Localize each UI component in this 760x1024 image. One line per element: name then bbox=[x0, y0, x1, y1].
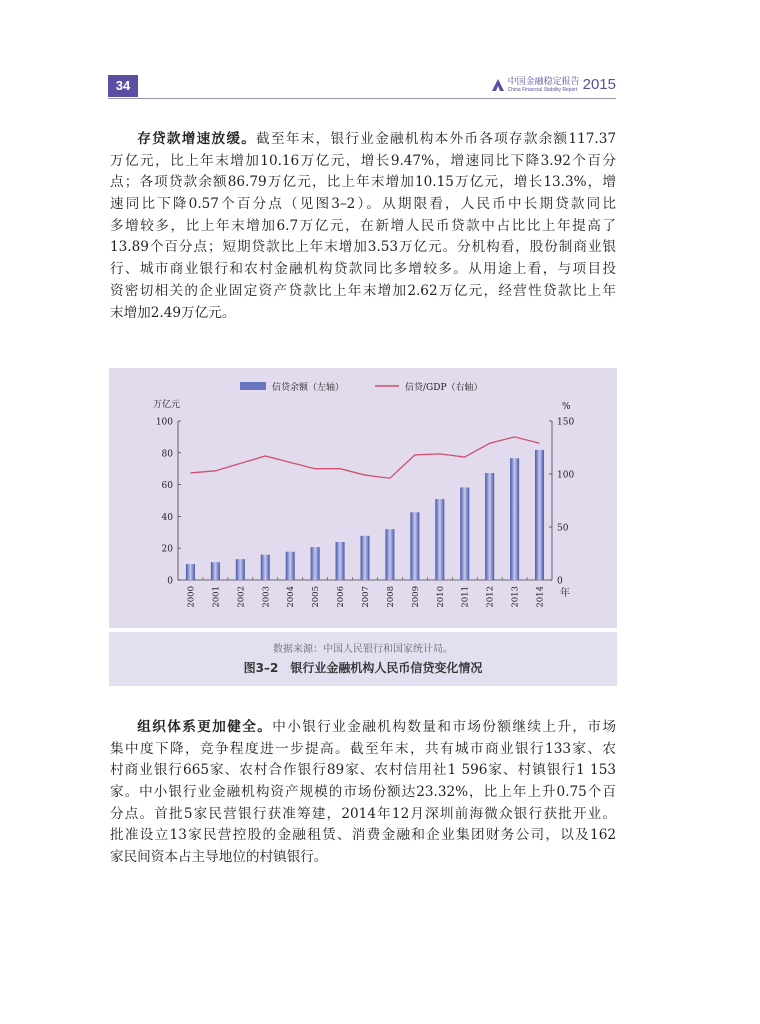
x-tick-label: 2013 bbox=[510, 586, 521, 608]
legend-line-label: 信贷/GDP（右轴） bbox=[405, 383, 483, 393]
text-line: 批准设立13家民营控股的金融租赁、消费金融和企业集团财务公司，以及162 bbox=[110, 827, 616, 844]
x-tick-label: 2007 bbox=[361, 586, 371, 608]
paragraph-organization bbox=[110, 717, 616, 869]
credit-chart bbox=[109, 368, 617, 628]
right-tick-label: 50 bbox=[557, 523, 569, 534]
right-axis-unit: % bbox=[562, 402, 571, 412]
bar-2010 bbox=[435, 499, 444, 580]
bar-2000 bbox=[186, 564, 195, 580]
text-line: 家。中小银行业金融机构资产规模的市场份额达23.32%，比上年上升0.75个百 bbox=[110, 784, 616, 801]
right-tick-label: 150 bbox=[557, 417, 575, 428]
bar-2005 bbox=[311, 547, 320, 580]
left-tick-label: 60 bbox=[161, 481, 173, 492]
text-line: 行、城市商业银行和农村金融机构贷款同比多增较多。从用途上看，与项目投 bbox=[110, 261, 616, 278]
x-tick-label: 2014 bbox=[535, 586, 546, 608]
left-tick-label: 40 bbox=[161, 512, 173, 523]
x-tick-label: 2003 bbox=[261, 586, 272, 608]
x-tick-label: 2002 bbox=[236, 586, 247, 608]
legend-bar-swatch bbox=[240, 382, 266, 390]
x-tick-label: 2006 bbox=[336, 586, 347, 608]
x-axis-unit: 年 bbox=[560, 588, 570, 599]
bar-2011 bbox=[460, 487, 469, 580]
brand-en: China Financial Stability Report bbox=[507, 86, 578, 93]
text-line: 点；各项贷款余额86.79万亿元，比上年末增加10.15万亿元，增长13.3%，增 bbox=[110, 174, 616, 191]
bar-2009 bbox=[410, 512, 419, 580]
figure-caption-panel bbox=[109, 632, 617, 686]
header-rule bbox=[108, 98, 616, 99]
text-line: 资密切相关的企业固定资产贷款比上年末增加2.62万亿元，经营性贷款比上年 bbox=[110, 282, 616, 299]
text-line: 分点。首批5家民营银行获准筹建，2014年12月深圳前海微众银行获批开业。 bbox=[110, 805, 616, 822]
right-tick-label: 0 bbox=[557, 576, 563, 587]
text-line: 集中度下降，竞争程度进一步提高。截至年末，共有城市商业银行133家、农 bbox=[110, 740, 616, 757]
left-tick-label: 80 bbox=[161, 449, 173, 460]
legend-bar-label: 信贷余额（左轴） bbox=[272, 383, 345, 393]
left-axis-unit: 万亿元 bbox=[153, 400, 181, 410]
bar-2006 bbox=[336, 542, 345, 580]
bar-2014 bbox=[535, 450, 544, 580]
x-tick-label: 2004 bbox=[286, 586, 297, 608]
x-tick-label: 2012 bbox=[485, 586, 496, 608]
text-line: 末增加2.49万亿元。 bbox=[110, 304, 236, 321]
text-line: 家民间资本占主导地位的村镇银行。 bbox=[110, 849, 328, 866]
left-tick-label: 100 bbox=[155, 417, 173, 428]
page-number: 34 bbox=[108, 75, 138, 97]
figure-source: 数据来源：中国人民银行和国家统计局。 bbox=[273, 644, 453, 655]
text-line bbox=[110, 129, 616, 151]
brand-cn: 中国金融稳定报告 bbox=[507, 76, 580, 87]
text-line bbox=[110, 717, 616, 739]
legend bbox=[240, 381, 483, 393]
x-tick-label: 2009 bbox=[410, 586, 421, 608]
credit-gdp-line bbox=[190, 437, 539, 478]
chart-panel bbox=[109, 368, 617, 628]
text-line-content: 中小银行业金融机构数量和市场份额继续上升，市场 bbox=[272, 719, 617, 735]
brand-year: 2015 bbox=[582, 76, 616, 93]
text-line: 速同比下降0.57个百分点（见图3–2）。从期限看，人民币中长期贷款同比 bbox=[110, 196, 616, 213]
paragraph-lead: 存贷款增速放缓。 bbox=[137, 131, 257, 147]
figure-caption: 图3–2 银行业金融机构人民币信贷变化情况 bbox=[243, 661, 483, 675]
bar-2013 bbox=[510, 458, 519, 580]
bar-2003 bbox=[261, 555, 270, 580]
bar-2007 bbox=[361, 536, 370, 580]
text-line: 万亿元，比上年末增加10.16万亿元，增长9.47%，增速同比下降3.92个百分 bbox=[110, 152, 616, 169]
bar-2008 bbox=[385, 529, 394, 580]
right-tick-label: 100 bbox=[557, 470, 575, 481]
left-tick-label: 20 bbox=[161, 544, 173, 555]
x-tick-label: 2011 bbox=[460, 586, 471, 608]
bar-2004 bbox=[286, 552, 295, 580]
x-tick-label: 2005 bbox=[311, 586, 322, 608]
bar-2002 bbox=[236, 559, 245, 580]
paragraph-lead: 组织体系更加健全。 bbox=[137, 719, 273, 735]
bar-2001 bbox=[211, 562, 220, 580]
text-line: 多增较多，比上年末增加6.7万亿元，在新增人民币贷款中占比比上年提高了 bbox=[110, 217, 616, 234]
x-tick-label: 2010 bbox=[435, 586, 446, 608]
left-tick-label: 0 bbox=[167, 576, 173, 587]
x-tick-label: 2001 bbox=[211, 586, 222, 608]
x-tick-label: 2000 bbox=[186, 586, 197, 608]
text-line-content: 截至年末，银行业金融机构本外币各项存款余额117.37 bbox=[256, 131, 616, 147]
paragraph-deposits-loans bbox=[110, 129, 616, 324]
text-line: 13.89个百分点；短期贷款比上年末增加3.53万亿元。分机构看，股份制商业银 bbox=[110, 239, 616, 256]
report-brand bbox=[491, 76, 616, 93]
logo-icon bbox=[491, 79, 505, 91]
bar-2012 bbox=[485, 473, 494, 580]
x-tick-label: 2008 bbox=[385, 586, 396, 608]
text-line: 村商业银行665家、农村合作银行89家、农村信用社1 596家、村镇银行1 153 bbox=[110, 762, 616, 779]
